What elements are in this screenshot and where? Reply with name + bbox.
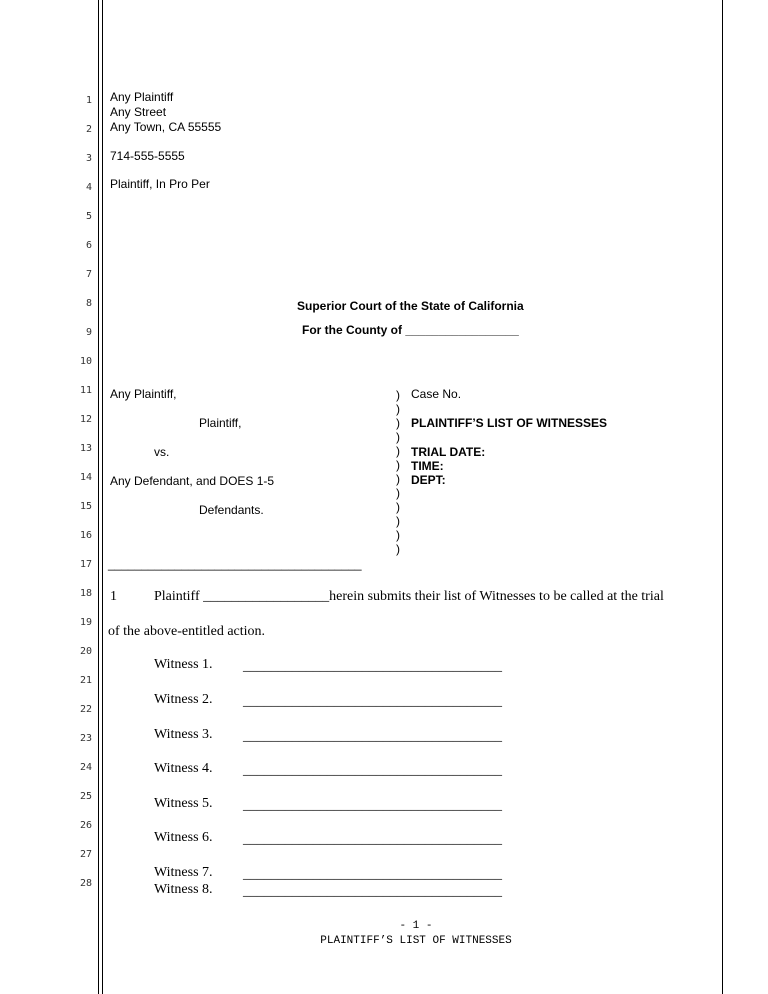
line-number: 6 — [85, 240, 92, 251]
caption-paren: ) — [396, 458, 400, 472]
witness-blank[interactable]: _____________________________________ — [243, 832, 502, 847]
party-role: Plaintiff, In Pro Per — [110, 177, 210, 191]
line-number: 17 — [79, 559, 92, 570]
line-number: 10 — [79, 356, 92, 367]
caption-paren: ) — [396, 486, 400, 500]
line-number: 13 — [79, 443, 92, 454]
caption-paren: ) — [396, 500, 400, 514]
caption-paren: ) — [396, 514, 400, 528]
caption-paren: ) — [396, 416, 400, 430]
line-number: 8 — [85, 298, 92, 309]
line-number: 22 — [79, 704, 92, 715]
paragraph-text: Plaintiff __________________herein submits their list of Witnesses to be called at the trial — [154, 589, 664, 604]
caption-paren: ) — [396, 542, 400, 556]
line-number: 4 — [85, 182, 92, 193]
caption-paren: ) — [396, 472, 400, 486]
line-number: 5 — [85, 211, 92, 222]
caption-paren: ) — [396, 430, 400, 444]
trial-date-label: TRIAL DATE: — [411, 445, 486, 459]
party-phone: 714-555-5555 — [110, 149, 185, 163]
line-number: 16 — [79, 530, 92, 541]
trial-dept-label: DEPT: — [411, 473, 446, 487]
line-number: 19 — [79, 617, 92, 628]
line-number: 11 — [79, 385, 92, 396]
footer-title: PLAINTIFF’S LIST OF WITNESSES — [320, 935, 512, 947]
caption-vs: vs. — [154, 445, 170, 459]
line-number: 24 — [79, 762, 92, 773]
left-margin-rule-inner — [102, 0, 103, 994]
paragraph-number: 1 — [110, 589, 117, 604]
witness-blank[interactable]: _____________________________________ — [243, 763, 502, 778]
line-number: 20 — [79, 646, 92, 657]
trial-time-label: TIME: — [411, 459, 444, 473]
line-number: 2 — [85, 124, 92, 135]
line-number: 23 — [79, 733, 92, 744]
witness-label: Witness 8. — [154, 882, 213, 897]
party-street: Any Street — [110, 105, 167, 119]
witness-blank[interactable]: _____________________________________ — [243, 694, 502, 709]
case-number-label: Case No. — [411, 387, 462, 401]
line-number: 26 — [79, 820, 92, 831]
line-number: 18 — [79, 588, 92, 599]
party-name: Any Plaintiff — [110, 90, 174, 104]
right-margin-rule — [722, 0, 723, 994]
witness-label: Witness 6. — [154, 830, 213, 845]
line-number: 25 — [79, 791, 92, 802]
page-number: - 1 - — [399, 920, 433, 932]
witness-label: Witness 5. — [154, 796, 213, 811]
line-number: 1 — [85, 95, 92, 106]
witness-blank[interactable]: _____________________________________ — [243, 884, 502, 899]
witness-blank[interactable]: _____________________________________ — [243, 867, 502, 882]
caption-paren: ) — [396, 388, 400, 402]
witness-label: Witness 1. — [154, 657, 213, 672]
witness-label: Witness 3. — [154, 727, 213, 742]
court-title: Superior Court of the State of California — [297, 299, 524, 313]
witness-label: Witness 2. — [154, 692, 213, 707]
caption-plaintiff-name: Any Plaintiff, — [110, 387, 177, 401]
caption-defendant-name: Any Defendant, and DOES 1-5 — [110, 474, 275, 488]
caption-paren: ) — [396, 444, 400, 458]
caption-plaintiff-label: Plaintiff, — [199, 416, 242, 430]
court-county: For the County of _________________ — [302, 323, 519, 337]
caption-rule: ______________________________________ — [108, 557, 362, 571]
caption-paren: ) — [396, 528, 400, 542]
caption-paren: ) — [396, 402, 400, 416]
left-margin-rule-outer — [98, 0, 99, 994]
witness-blank[interactable]: _____________________________________ — [243, 729, 502, 744]
line-number: 7 — [85, 269, 92, 280]
line-number: 14 — [79, 472, 92, 483]
line-number: 21 — [79, 675, 92, 686]
witness-label: Witness 4. — [154, 761, 213, 776]
line-number: 12 — [79, 414, 92, 425]
witness-blank[interactable]: _____________________________________ — [243, 798, 502, 813]
caption-defendant-label: Defendants. — [199, 503, 264, 517]
line-number: 28 — [79, 878, 92, 889]
line-number: 9 — [85, 327, 92, 338]
line-number: 15 — [79, 501, 92, 512]
party-city: Any Town, CA 55555 — [110, 120, 222, 134]
paragraph-continuation: of the above-entitled action. — [108, 624, 266, 639]
witness-label: Witness 7. — [154, 865, 213, 880]
line-number: 27 — [79, 849, 92, 860]
witness-blank[interactable]: _____________________________________ — [243, 659, 502, 674]
line-number: 3 — [85, 153, 92, 164]
document-title: PLAINTIFF’S LIST OF WITNESSES — [411, 416, 608, 430]
